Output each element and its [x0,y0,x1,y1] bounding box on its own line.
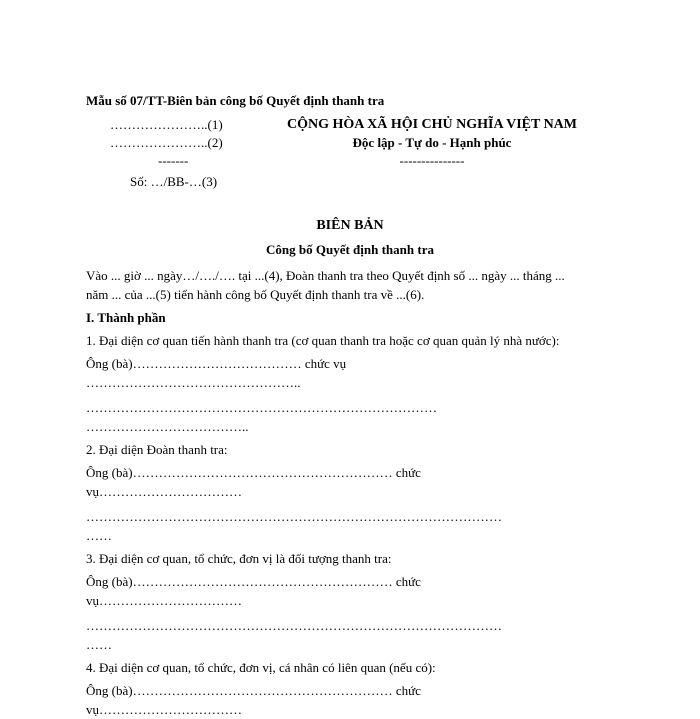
item-line: Ông (bà)………………………………… chức vụ [86,356,347,371]
item-line: Ông (bà)…………………………………………………… chức [86,574,421,589]
agency-line-2: …………………..(2) [110,135,223,150]
item-heading: 3. Đại diện cơ quan, tổ chức, đơn vị là đối tượng thanh tra: [86,551,392,566]
national-motto: Độc lập - Tự do - Hạnh phúc [352,135,512,150]
item-line: ………………………………………….. [86,375,301,390]
document-title: BIÊN BẢN [316,218,384,233]
item-line: vụ…………………………… [86,484,242,499]
list-item [86,331,626,436]
document-body [86,266,626,719]
item-line: …… [86,528,112,543]
intro-line-2: năm ... của ...(5) tiến hành công bố Quyết định thanh tra về ...(6). [86,287,425,302]
item-line: Ông (bà)…………………………………………………… chức [86,465,421,480]
section-heading: I. Thành phần [86,310,166,325]
national-title: CỘNG HÒA XÃ HỘI CHỦ NGHĨA VIỆT NAM [286,117,577,132]
item-heading: 2. Đại diện Đoàn thanh tra: [86,442,228,457]
item-line: …………………………………………………………………………………… [86,509,502,524]
item-line: ……………………………….. [86,419,249,434]
item-line: …………………………………………………………………………………… [86,618,502,633]
form-code: Mẫu số 07/TT-Biên bản công bố Quyết định thanh tra [86,93,385,108]
item-line: Ông (bà)…………………………………………………… chức [86,683,421,698]
item-line: vụ…………………………… [86,593,242,608]
document-subtitle: Công bố Quyết định thanh tra [266,242,434,257]
header-right-block [282,116,582,170]
agency-line-1: …………………..(1) [110,117,223,132]
list-item [86,549,626,654]
intro-line-1: Vào ... giờ ... ngày…/…./…. tại ...(4), Đoàn thanh tra theo Quyết định số ... ngày ... tháng ... [86,268,565,283]
header-right-separator: --------------- [399,153,465,168]
item-line: …… [86,637,112,652]
list-item [86,658,626,719]
list-item [86,440,626,545]
header-left-block [110,116,250,170]
item-heading: 4. Đại diện cơ quan, tổ chức, đơn vị, cá nhân có liên quan (nếu có): [86,660,436,675]
item-line: vụ…………………………… [86,702,242,717]
header-left-separator: ------- [158,153,189,168]
item-heading: 1. Đại diện cơ quan tiến hành thanh tra (cơ quan thanh tra hoặc cơ quan quản lý nhà nước): [86,333,560,348]
document-number: Số: …/BB-…(3) [130,174,218,189]
item-line: ……………………………………………………………………… [86,400,437,415]
